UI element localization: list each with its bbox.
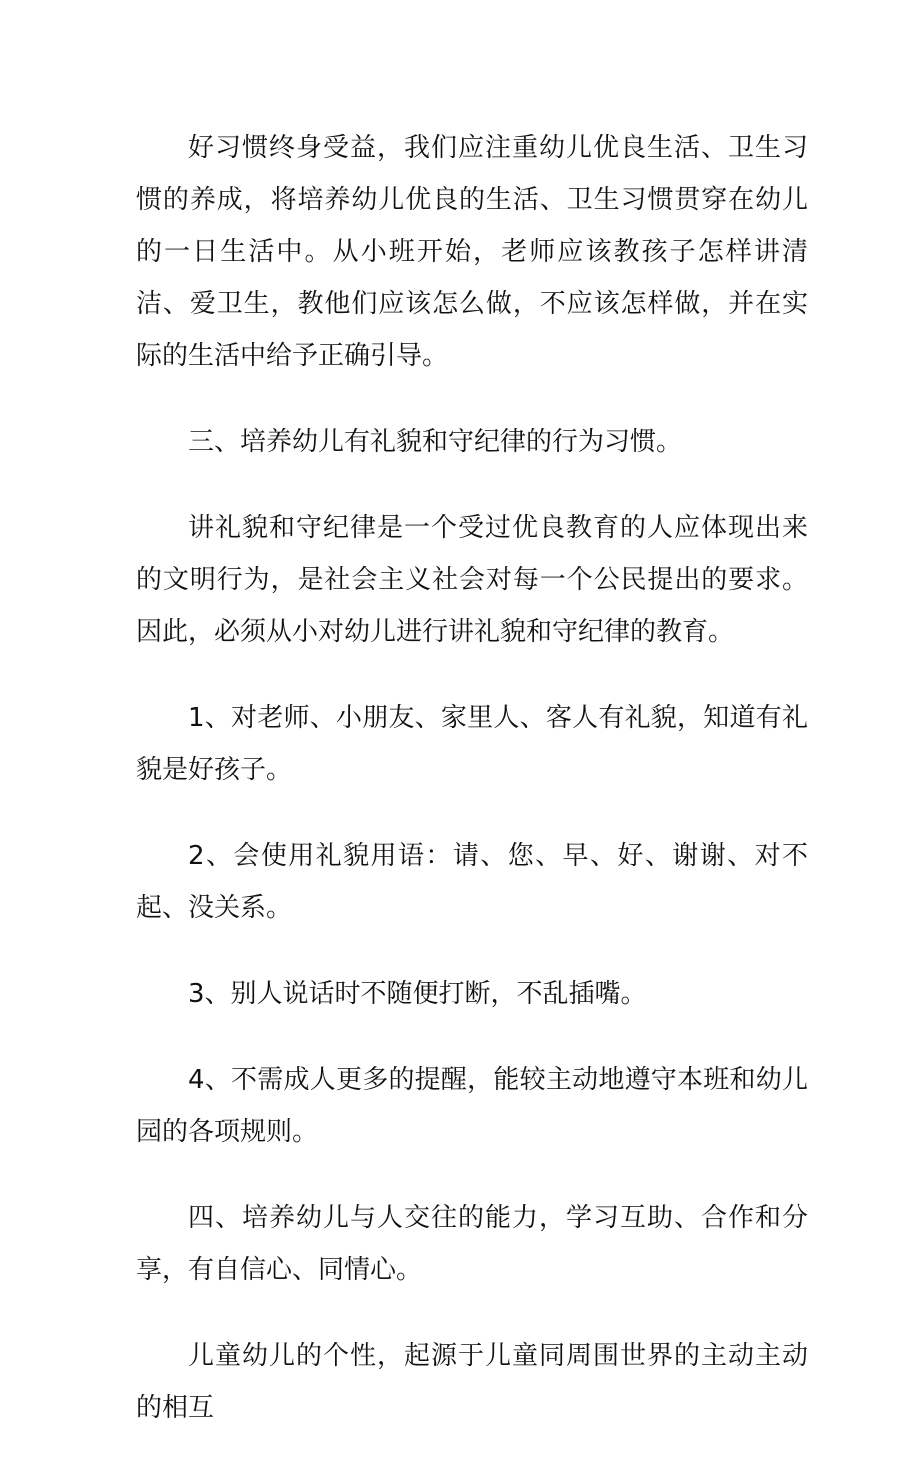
paragraph-hygiene-habits: 好习惯终身受益，我们应注重幼儿优良生活、卫生习惯的养成，将培养幼儿优良的生活、卫生习惯贯穿在幼儿的一日生活中。从小班开始，老师应该教孩子怎样讲清洁、爱卫生，教他们应该怎么做，不应该怎样做，并在实际的生活中给予正确引导。 <box>136 133 808 371</box>
paragraph-personality: 儿童幼儿的个性，起源于儿童同周围世界的主动主动的相互 <box>136 1341 808 1423</box>
section-heading-social: 四、培养幼儿与人交往的能力，学习互助、合作和分享，有自信心、同情心。 <box>136 1203 808 1285</box>
section-heading-courtesy: 三、培养幼儿有礼貌和守纪律的行为习惯。 <box>188 427 683 457</box>
list-item-2: 2、会使用礼貌用语：请、您、早、好、谢谢、对不起、没关系。 <box>136 841 808 923</box>
list-item-4: 4、不需成人更多的提醒，能较主动地遵守本班和幼儿园的各项规则。 <box>136 1065 808 1147</box>
list-item-3: 3、别人说话时不随便打断，不乱插嘴。 <box>188 979 647 1009</box>
list-item-1: 1、对老师、小朋友、家里人、客人有礼貌，知道有礼貌是好孩子。 <box>136 703 808 785</box>
document-body <box>136 122 808 1468</box>
paragraph-courtesy-intro: 讲礼貌和守纪律是一个受过优良教育的人应体现出来的文明行为，是社会主义社会对每一个公民提出的要求。因此，必须从小对幼儿进行讲礼貌和守纪律的教育。 <box>136 513 808 647</box>
